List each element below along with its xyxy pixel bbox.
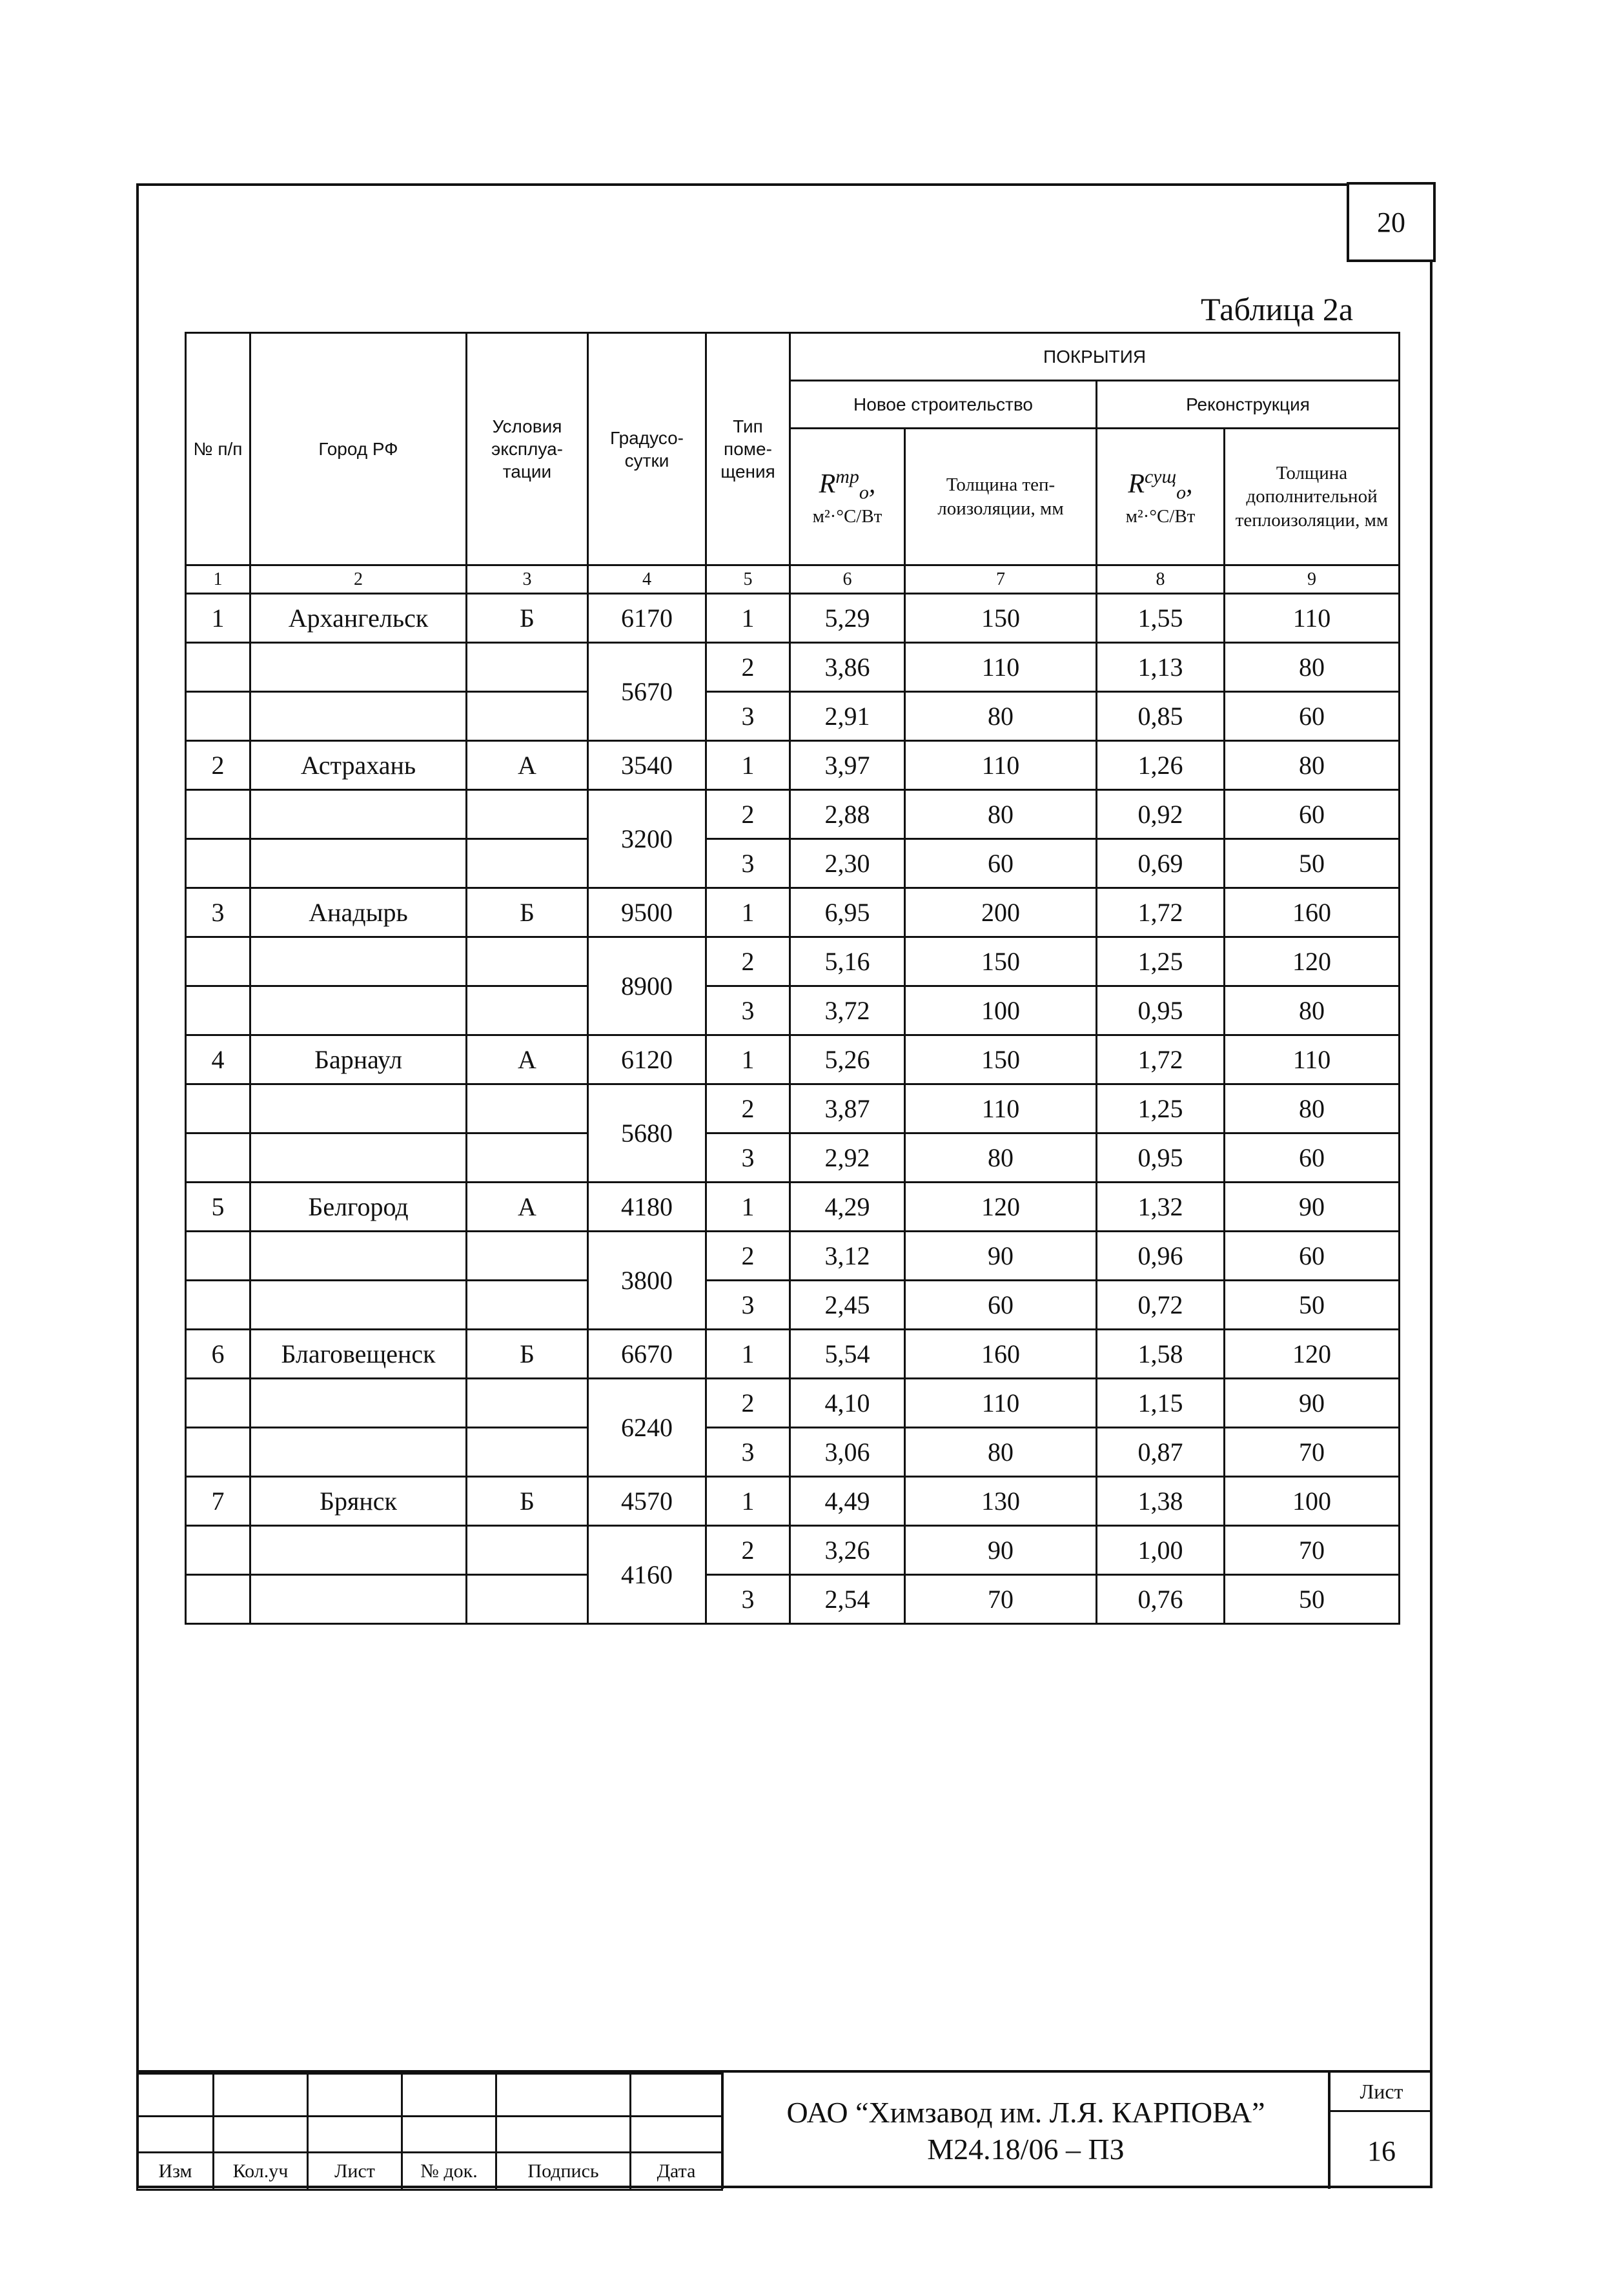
cell-city: Барнаул <box>250 1035 467 1084</box>
cell-thickness-extra: 70 <box>1225 1428 1400 1477</box>
table-row <box>186 692 1400 741</box>
cell-num: 1 <box>186 594 250 643</box>
table-row <box>186 741 1400 790</box>
page-number: 20 <box>1347 182 1436 262</box>
cell-r-existing: 0,95 <box>1097 986 1225 1035</box>
cell-thickness-new: 200 <box>905 888 1097 937</box>
cell-r-required: 2,54 <box>790 1575 905 1624</box>
cell-conditions <box>467 986 588 1035</box>
cell-conditions <box>467 1232 588 1281</box>
cell-thickness-extra: 50 <box>1225 1575 1400 1624</box>
cell-r-required: 6,95 <box>790 888 905 937</box>
cell-room-type: 3 <box>706 1133 790 1183</box>
cell-city <box>250 1575 467 1624</box>
cell-conditions <box>467 1575 588 1624</box>
cell-thickness-new: 70 <box>905 1575 1097 1624</box>
cell-room-type: 1 <box>706 741 790 790</box>
table-row <box>186 1183 1400 1232</box>
cell-thickness-new: 110 <box>905 1379 1097 1428</box>
cell-conditions: А <box>467 741 588 790</box>
cell-thickness-new: 80 <box>905 790 1097 839</box>
title-block <box>136 2070 1432 2188</box>
cell-thickness-new: 100 <box>905 986 1097 1035</box>
cell-thickness-new: 160 <box>905 1330 1097 1379</box>
cell-r-required: 3,86 <box>790 643 905 692</box>
cell-city: Астрахань <box>250 741 467 790</box>
cell-conditions <box>467 1428 588 1477</box>
cell-room-type: 2 <box>706 643 790 692</box>
header-coverings: ПОКРЫТИЯ <box>790 333 1400 381</box>
cell-r-existing: 1,26 <box>1097 741 1225 790</box>
cell-r-existing: 0,87 <box>1097 1428 1225 1477</box>
cell-thickness-extra: 60 <box>1225 692 1400 741</box>
table-row <box>186 1133 1400 1183</box>
header-new-construction: Новое строительство <box>790 381 1097 429</box>
cell-conditions: А <box>467 1183 588 1232</box>
column-number-row <box>186 565 1400 594</box>
cell-thickness-extra: 120 <box>1225 937 1400 986</box>
organization-block <box>721 2073 1330 2189</box>
cell-room-type: 1 <box>706 1330 790 1379</box>
cell-r-required: 2,45 <box>790 1281 905 1330</box>
cell-num: 4 <box>186 1035 250 1084</box>
cell-city <box>250 692 467 741</box>
cell-degree-days: 8900 <box>588 937 706 1035</box>
cell-num <box>186 1575 250 1624</box>
cell-num <box>186 1428 250 1477</box>
revision-stamp <box>136 2073 723 2191</box>
cell-conditions: Б <box>467 1330 588 1379</box>
cell-r-existing: 1,72 <box>1097 1035 1225 1084</box>
cell-thickness-extra: 80 <box>1225 643 1400 692</box>
cell-room-type: 3 <box>706 1575 790 1624</box>
cell-r-existing: 1,38 <box>1097 1477 1225 1526</box>
cell-conditions <box>467 937 588 986</box>
table-row <box>186 1477 1400 1526</box>
cell-thickness-extra: 80 <box>1225 986 1400 1035</box>
cell-city <box>250 839 467 888</box>
stamp-label: Дата <box>631 2153 722 2190</box>
cell-thickness-new: 60 <box>905 1281 1097 1330</box>
cell-degree-days: 5670 <box>588 643 706 741</box>
cell-r-required: 2,88 <box>790 790 905 839</box>
cell-conditions <box>467 1526 588 1575</box>
table-row <box>186 1575 1400 1624</box>
table-row <box>186 888 1400 937</box>
cell-conditions: Б <box>467 1477 588 1526</box>
column-number: 3 <box>467 565 588 594</box>
r-required-symbol: $R^{тр}_о$, <box>819 466 876 503</box>
cell-room-type: 1 <box>706 888 790 937</box>
cell-city <box>250 1133 467 1183</box>
cell-thickness-new: 80 <box>905 692 1097 741</box>
cell-num <box>186 643 250 692</box>
cell-thickness-new: 130 <box>905 1477 1097 1526</box>
sheet-label: Лист <box>1330 2073 1432 2112</box>
cell-conditions: Б <box>467 888 588 937</box>
header-conditions: Условия эксплуа-тации <box>467 333 588 565</box>
cell-thickness-extra: 60 <box>1225 1232 1400 1281</box>
cell-num <box>186 937 250 986</box>
cell-degree-days: 4570 <box>588 1477 706 1526</box>
cell-num <box>186 1526 250 1575</box>
table-row <box>186 1035 1400 1084</box>
cell-conditions <box>467 1281 588 1330</box>
cell-room-type: 2 <box>706 1232 790 1281</box>
column-number: 5 <box>706 565 790 594</box>
cell-r-required: 5,26 <box>790 1035 905 1084</box>
cell-conditions <box>467 1379 588 1428</box>
cell-conditions <box>467 839 588 888</box>
cell-city: Брянск <box>250 1477 467 1526</box>
table-row <box>186 1379 1400 1428</box>
cell-r-required: 3,87 <box>790 1084 905 1133</box>
cell-r-existing: 1,58 <box>1097 1330 1225 1379</box>
cell-num: 6 <box>186 1330 250 1379</box>
cell-room-type: 2 <box>706 1379 790 1428</box>
cell-r-existing: 1,55 <box>1097 594 1225 643</box>
cell-thickness-new: 90 <box>905 1526 1097 1575</box>
cell-r-required: 5,54 <box>790 1330 905 1379</box>
header-num: № п/п <box>186 333 250 565</box>
cell-thickness-new: 60 <box>905 839 1097 888</box>
cell-room-type: 2 <box>706 1084 790 1133</box>
table-row <box>186 1330 1400 1379</box>
cell-room-type: 3 <box>706 839 790 888</box>
cell-room-type: 1 <box>706 1183 790 1232</box>
cell-city: Белгород <box>250 1183 467 1232</box>
cell-r-existing: 1,00 <box>1097 1526 1225 1575</box>
table-row <box>186 1084 1400 1133</box>
r-required-unit: м²·°С/Вт <box>812 506 882 527</box>
cell-thickness-extra: 90 <box>1225 1379 1400 1428</box>
cell-r-existing: 1,25 <box>1097 937 1225 986</box>
stamp-labels-row <box>138 2153 722 2190</box>
table-row <box>186 643 1400 692</box>
cell-city <box>250 1379 467 1428</box>
cell-room-type: 2 <box>706 937 790 986</box>
cell-r-required: 5,16 <box>790 937 905 986</box>
cell-room-type: 1 <box>706 594 790 643</box>
cell-r-existing: 1,32 <box>1097 1183 1225 1232</box>
cell-r-required: 3,12 <box>790 1232 905 1281</box>
cell-thickness-new: 150 <box>905 1035 1097 1084</box>
cell-num: 3 <box>186 888 250 937</box>
cell-degree-days: 6240 <box>588 1379 706 1477</box>
column-number: 4 <box>588 565 706 594</box>
cell-room-type: 1 <box>706 1035 790 1084</box>
cell-num <box>186 1232 250 1281</box>
cell-num: 7 <box>186 1477 250 1526</box>
cell-r-required: 3,97 <box>790 741 905 790</box>
cell-thickness-new: 90 <box>905 1232 1097 1281</box>
cell-num <box>186 1281 250 1330</box>
table-row <box>186 594 1400 643</box>
cell-city <box>250 643 467 692</box>
cell-r-existing: 0,72 <box>1097 1281 1225 1330</box>
cell-thickness-extra: 110 <box>1225 1035 1400 1084</box>
header-degree-days: Градусо-сутки <box>588 333 706 565</box>
cell-r-required: 4,49 <box>790 1477 905 1526</box>
stamp-label: Изм <box>138 2153 214 2190</box>
r-existing-unit: м²·°С/Вт <box>1125 506 1196 527</box>
cell-conditions <box>467 643 588 692</box>
cell-city <box>250 986 467 1035</box>
cell-thickness-extra: 120 <box>1225 1330 1400 1379</box>
cell-thickness-new: 110 <box>905 741 1097 790</box>
cell-num <box>186 790 250 839</box>
cell-city <box>250 1084 467 1133</box>
table-row <box>186 790 1400 839</box>
cell-degree-days: 6670 <box>588 1330 706 1379</box>
cell-thickness-new: 150 <box>905 594 1097 643</box>
document-code: М24.18/06 – ПЗ <box>927 2133 1125 2166</box>
cell-city <box>250 937 467 986</box>
cell-room-type: 3 <box>706 692 790 741</box>
cell-thickness-new: 150 <box>905 937 1097 986</box>
cell-conditions: А <box>467 1035 588 1084</box>
cell-room-type: 2 <box>706 1526 790 1575</box>
column-number: 8 <box>1097 565 1225 594</box>
cell-num <box>186 692 250 741</box>
cell-thickness-extra: 80 <box>1225 1084 1400 1133</box>
cell-conditions <box>467 1084 588 1133</box>
cell-r-existing: 0,96 <box>1097 1232 1225 1281</box>
column-number: 9 <box>1225 565 1400 594</box>
cell-city: Благовещенск <box>250 1330 467 1379</box>
cell-thickness-extra: 160 <box>1225 888 1400 937</box>
cell-thickness-extra: 80 <box>1225 741 1400 790</box>
sheet-block <box>1330 2073 1432 2189</box>
cell-room-type: 3 <box>706 1281 790 1330</box>
cell-degree-days: 3800 <box>588 1232 706 1330</box>
cell-r-required: 4,10 <box>790 1379 905 1428</box>
cell-thickness-new: 120 <box>905 1183 1097 1232</box>
cell-num <box>186 839 250 888</box>
stamp-label: Кол.уч <box>214 2153 308 2190</box>
cell-thickness-new: 80 <box>905 1428 1097 1477</box>
cell-num <box>186 1084 250 1133</box>
cell-city: Анадырь <box>250 888 467 937</box>
table-caption: Таблица 2а <box>1201 291 1354 327</box>
header-city: Город РФ <box>250 333 467 565</box>
cell-room-type: 2 <box>706 790 790 839</box>
header-room-type: Тип поме-щения <box>706 333 790 565</box>
cell-r-existing: 1,72 <box>1097 888 1225 937</box>
cell-r-existing: 1,15 <box>1097 1379 1225 1428</box>
cell-degree-days: 3540 <box>588 741 706 790</box>
cell-thickness-new: 110 <box>905 1084 1097 1133</box>
cell-thickness-extra: 100 <box>1225 1477 1400 1526</box>
header-reconstruction: Реконструкция <box>1097 381 1400 429</box>
cell-city <box>250 1281 467 1330</box>
cell-thickness-extra: 50 <box>1225 839 1400 888</box>
cell-thickness-extra: 110 <box>1225 594 1400 643</box>
cell-r-required: 5,29 <box>790 594 905 643</box>
cell-degree-days: 4160 <box>588 1526 706 1624</box>
header-thickness-extra: Толщина дополнительной теплоизоляции, мм <box>1225 429 1400 565</box>
stamp-label: № док. <box>402 2153 496 2190</box>
insulation-table <box>185 332 1400 1625</box>
cell-thickness-extra: 50 <box>1225 1281 1400 1330</box>
cell-degree-days: 6120 <box>588 1035 706 1084</box>
cell-num: 5 <box>186 1183 250 1232</box>
table-row <box>186 839 1400 888</box>
cell-city <box>250 1232 467 1281</box>
cell-r-existing: 1,13 <box>1097 643 1225 692</box>
cell-city <box>250 1428 467 1477</box>
cell-r-existing: 0,69 <box>1097 839 1225 888</box>
cell-conditions <box>467 1133 588 1183</box>
cell-r-existing: 0,76 <box>1097 1575 1225 1624</box>
stamp-label: Лист <box>308 2153 402 2190</box>
table-row <box>186 1428 1400 1477</box>
cell-r-required: 3,26 <box>790 1526 905 1575</box>
cell-city <box>250 1526 467 1575</box>
cell-r-existing: 0,85 <box>1097 692 1225 741</box>
cell-degree-days: 3200 <box>588 790 706 888</box>
header-r-required <box>790 429 905 565</box>
cell-conditions <box>467 790 588 839</box>
cell-thickness-extra: 70 <box>1225 1526 1400 1575</box>
cell-num <box>186 1379 250 1428</box>
header-thickness-new: Толщина теп-лоизоляции, мм <box>905 429 1097 565</box>
cell-r-required: 2,30 <box>790 839 905 888</box>
column-number: 7 <box>905 565 1097 594</box>
cell-room-type: 3 <box>706 986 790 1035</box>
cell-r-existing: 0,95 <box>1097 1133 1225 1183</box>
cell-room-type: 3 <box>706 1428 790 1477</box>
table-row <box>186 1232 1400 1281</box>
cell-city <box>250 790 467 839</box>
r-existing-symbol: $R^{сущ}_о$, <box>1128 466 1193 503</box>
cell-degree-days: 9500 <box>588 888 706 937</box>
column-number: 1 <box>186 565 250 594</box>
cell-r-existing: 1,25 <box>1097 1084 1225 1133</box>
cell-room-type: 1 <box>706 1477 790 1526</box>
stamp-label: Подпись <box>496 2153 631 2190</box>
cell-r-required: 2,91 <box>790 692 905 741</box>
table-row <box>186 937 1400 986</box>
cell-thickness-extra: 60 <box>1225 790 1400 839</box>
table-row <box>186 1526 1400 1575</box>
sheet-number: 16 <box>1367 2135 1396 2167</box>
cell-r-required: 3,72 <box>790 986 905 1035</box>
organization-name: ОАО “Химзавод им. Л.Я. КАРПОВА” <box>786 2095 1265 2129</box>
cell-r-required: 4,29 <box>790 1183 905 1232</box>
cell-thickness-new: 110 <box>905 643 1097 692</box>
column-number: 2 <box>250 565 467 594</box>
cell-r-existing: 0,92 <box>1097 790 1225 839</box>
header-r-existing <box>1097 429 1225 565</box>
cell-num <box>186 986 250 1035</box>
column-number: 6 <box>790 565 905 594</box>
cell-conditions <box>467 692 588 741</box>
cell-num: 2 <box>186 741 250 790</box>
cell-num <box>186 1133 250 1183</box>
cell-r-required: 2,92 <box>790 1133 905 1183</box>
cell-thickness-new: 80 <box>905 1133 1097 1183</box>
table-row <box>186 986 1400 1035</box>
cell-conditions: Б <box>467 594 588 643</box>
table-row <box>186 1281 1400 1330</box>
cell-city: Архангельск <box>250 594 467 643</box>
cell-degree-days: 6170 <box>588 594 706 643</box>
cell-degree-days: 4180 <box>588 1183 706 1232</box>
cell-degree-days: 5680 <box>588 1084 706 1183</box>
cell-thickness-extra: 90 <box>1225 1183 1400 1232</box>
cell-thickness-extra: 60 <box>1225 1133 1400 1183</box>
cell-r-required: 3,06 <box>790 1428 905 1477</box>
